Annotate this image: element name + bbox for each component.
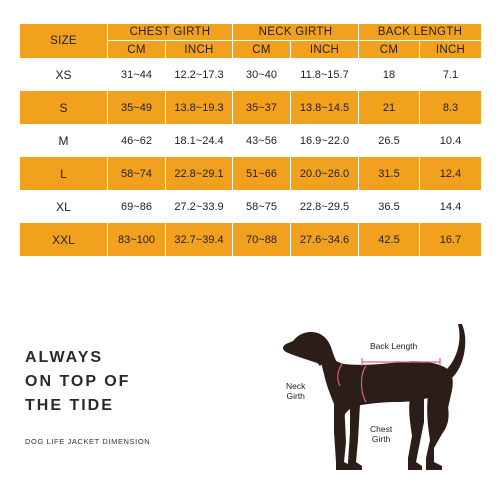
table-cell: 13.8~19.3 [165,91,232,124]
unit-header: CM [232,41,290,58]
table-cell: 32.7~39.4 [165,223,232,256]
table-cell: 21 [358,91,419,124]
back-length-label: Back Length [370,341,418,351]
tagline-line: THE TIDE [25,397,114,414]
unit-header: CM [107,41,165,58]
table-cell: 83~100 [107,223,165,256]
table-cell: 31~44 [107,58,165,91]
size-header: SIZE [20,24,107,58]
table-cell: 12.4 [419,157,481,190]
table-cell: 46~62 [107,124,165,157]
table-cell: 11.8~15.7 [290,58,358,91]
chest-girth-header: CHEST GIRTH [107,24,232,41]
table-cell: 42.5 [358,223,419,256]
table-cell: 16.9~22.0 [290,124,358,157]
header-row-groups [20,24,481,41]
table-row [20,91,481,124]
table-cell: 10.4 [419,124,481,157]
unit-header: INCH [290,41,358,58]
table-cell: 36.5 [358,190,419,223]
table-row [20,124,481,157]
size-cell: L [20,157,107,190]
table-cell: 14.4 [419,190,481,223]
neck-girth-label-line: Girth [286,391,305,401]
back-length-header: BACK LENGTH [358,24,481,41]
size-cell: XS [55,67,72,82]
table-cell: 31.5 [358,157,419,190]
table-cell: 35~49 [107,91,165,124]
table-cell: 35~37 [232,91,290,124]
tagline [25,346,130,418]
table-cell: 43~56 [232,124,290,157]
table-cell: 51~66 [232,157,290,190]
unit-header: INCH [419,41,481,58]
table-row [20,58,481,91]
table-cell: 20.0~26.0 [290,157,358,190]
tagline-line: ON TOP OF [25,373,131,390]
size-cell: S [20,91,107,124]
chest-girth-label-line: Girth [371,434,391,444]
table-cell: 8.3 [419,91,481,124]
caption: DOG LIFE JACKET DIMENSION [25,437,151,446]
unit-header: CM [358,41,419,58]
table-cell: 18.1~24.4 [165,124,232,157]
table-cell: 7.1 [419,58,481,91]
size-cell: M [58,133,69,148]
table-cell: 22.8~29.5 [290,190,358,223]
table-cell: 26.5 [358,124,419,157]
neck-girth-label [286,381,305,401]
chest-girth-label [370,424,392,444]
table-cell: 12.2~17.3 [165,58,232,91]
table-cell: 16.7 [419,223,481,256]
unit-header: INCH [165,41,232,58]
table-cell: 27.2~33.9 [165,190,232,223]
table-row [20,223,481,256]
table-cell: 27.6~34.6 [290,223,358,256]
neck-girth-label-line: Neck [286,381,306,391]
dog-measurement-diagram [270,312,485,482]
table-cell: 30~40 [232,58,290,91]
table-cell: 58~75 [232,190,290,223]
table-row [20,190,481,223]
size-chart-table [20,24,481,256]
table-row [20,157,481,190]
table-cell: 22.8~29.1 [165,157,232,190]
table-cell: 70~88 [232,223,290,256]
chest-girth-label-line: Chest [370,424,393,434]
table-cell: 18 [358,58,419,91]
neck-girth-header: NECK GIRTH [232,24,358,41]
tagline-line: ALWAYS [25,349,104,366]
size-cell: XXL [20,223,107,256]
table-cell: 58~74 [107,157,165,190]
size-cell: XL [56,199,71,214]
table-cell: 69~86 [107,190,165,223]
table-cell: 13.8~14.5 [290,91,358,124]
